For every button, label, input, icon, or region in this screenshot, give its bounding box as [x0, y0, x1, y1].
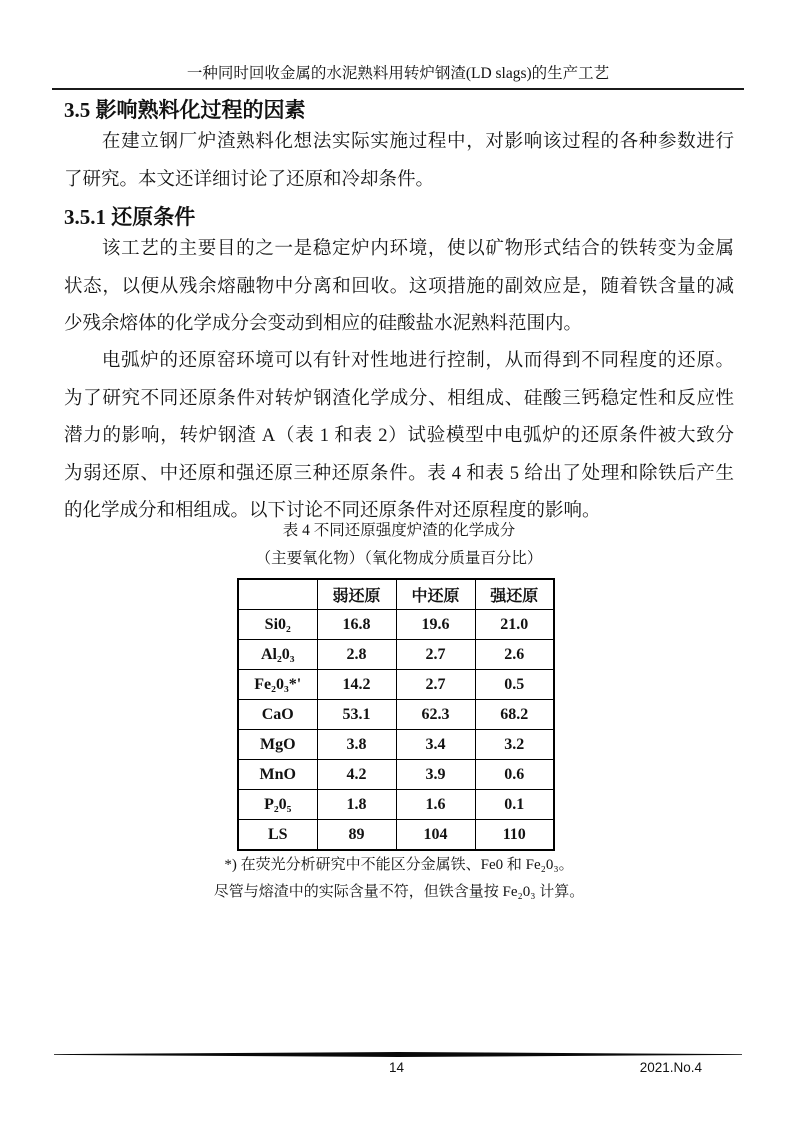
table-row: [238, 700, 554, 730]
text-line: 为了研究不同还原条件对转炉钢渣化学成分、相组成、硅酸三钙稳定性和反应性: [64, 388, 734, 409]
text-line: 为弱还原、中还原和强还原三种还原条件。表 4 和表 5 给出了处理和除铁后产生: [64, 463, 734, 484]
text-line: *) 在荧光分析研究中不能区分金属铁、Fe0 和 Fe₂0₃。: [224, 857, 574, 873]
table-header-cell: 中还原: [396, 579, 475, 610]
table-cell: 1.8: [317, 790, 396, 820]
row-label: Al₂0₃: [238, 640, 317, 670]
text-line: 的化学成分和相组成。以下讨论不同还原条件对还原程度的影响。: [64, 501, 601, 521]
table-header-cell: [238, 579, 317, 610]
table-cell: 3.8: [317, 730, 396, 760]
section-heading-3-5: 3.5 影响熟料化过程的因素: [64, 98, 306, 122]
table-cell: 3.4: [396, 730, 475, 760]
row-label: Si0₂: [238, 610, 317, 640]
section-heading-3-5-1: 3.5.1 还原条件: [64, 205, 196, 229]
text-line: 尽管与熔渣中的实际含量不符，但铁含量按 Fe₂0₃ 计算。: [213, 883, 585, 900]
table-cell: 1.6: [396, 790, 475, 820]
table-row: [238, 640, 554, 670]
text-line: 状态，以便从残余熔融物中分离和回收。这项措施的副效应是，随着铁含量的减: [64, 276, 734, 297]
text-line: 该工艺的主要目的之一是稳定炉内环境，使以矿物形式结合的铁转变为金属: [101, 239, 734, 259]
issue-number: 2021.No.4: [639, 1060, 702, 1075]
running-header-title: 一种同时回收金属的水泥熟料用转炉钢渣(LD slags)的生产工艺: [52, 63, 744, 90]
row-label: CaO: [238, 700, 317, 730]
table-cell: 2.7: [396, 640, 475, 670]
text-line: 在建立钢厂炉渣熟料化想法实际实施过程中，对影响该过程的各种参数进行: [101, 132, 734, 152]
paragraph-reduction-purpose: [64, 231, 734, 344]
table-cell: 2.6: [475, 640, 554, 670]
row-label: LS: [238, 820, 317, 851]
page-number: 14: [388, 1060, 405, 1075]
table-row: [238, 610, 554, 640]
table-row: [238, 820, 554, 851]
table-cell: 4.2: [317, 760, 396, 790]
text-line: 了研究。本文还详细讨论了还原和冷却条件。: [64, 169, 435, 190]
table-cell: 2.7: [396, 670, 475, 700]
table-cell: 62.3: [396, 700, 475, 730]
row-label: P₂0₅: [238, 790, 317, 820]
table-cell: 3.9: [396, 760, 475, 790]
table-row: [238, 730, 554, 760]
table-cell: 16.8: [317, 610, 396, 640]
table-4-caption: [64, 517, 734, 573]
table-cell: 3.2: [475, 730, 554, 760]
table-cell: 0.6: [475, 760, 554, 790]
footer-rule: [54, 1052, 742, 1057]
table-cell: 53.1: [317, 700, 396, 730]
text-line: （主要氧化物）（氧化物成分质量百分比）: [255, 550, 543, 567]
table-row: [238, 790, 554, 820]
table-header-cell: 强还原: [475, 579, 554, 610]
table-cell: 0.1: [475, 790, 554, 820]
chem-composition-table: [237, 578, 555, 851]
table-header-cell: 弱还原: [317, 579, 396, 610]
table-cell: 14.2: [317, 670, 396, 700]
text-line: 少残余熔体的化学成分会变动到相应的硅酸盐水泥熟料范围内。: [64, 314, 583, 334]
table-cell: 0.5: [475, 670, 554, 700]
table-row: [238, 760, 554, 790]
table-cell: 89: [317, 820, 396, 851]
table-cell: 19.6: [396, 610, 475, 640]
table-footnote: [64, 852, 734, 905]
table-cell: 110: [475, 820, 554, 851]
table-cell: 68.2: [475, 700, 554, 730]
table-cell: 104: [396, 820, 475, 851]
table-cell: 2.8: [317, 640, 396, 670]
table-header-row: [238, 579, 554, 610]
text-line: 潜力的影响，转炉钢渣 A（表 1 和表 2）试验模型中电弧炉的还原条件被大致分: [64, 426, 734, 446]
text-line: 电弧炉的还原窑环境可以有针对性地进行控制，从而得到不同程度的还原。: [101, 351, 734, 371]
table-row: [238, 670, 554, 700]
row-label: Fe₂0₃*': [238, 670, 317, 700]
row-label: MnO: [238, 760, 317, 790]
paragraph-intro: [64, 124, 734, 199]
row-label: MgO: [238, 730, 317, 760]
text-line: 表 4 不同还原强度炉渣的化学成分: [282, 522, 516, 539]
table-cell: 21.0: [475, 610, 554, 640]
paragraph-reduction-conditions: [64, 343, 734, 531]
